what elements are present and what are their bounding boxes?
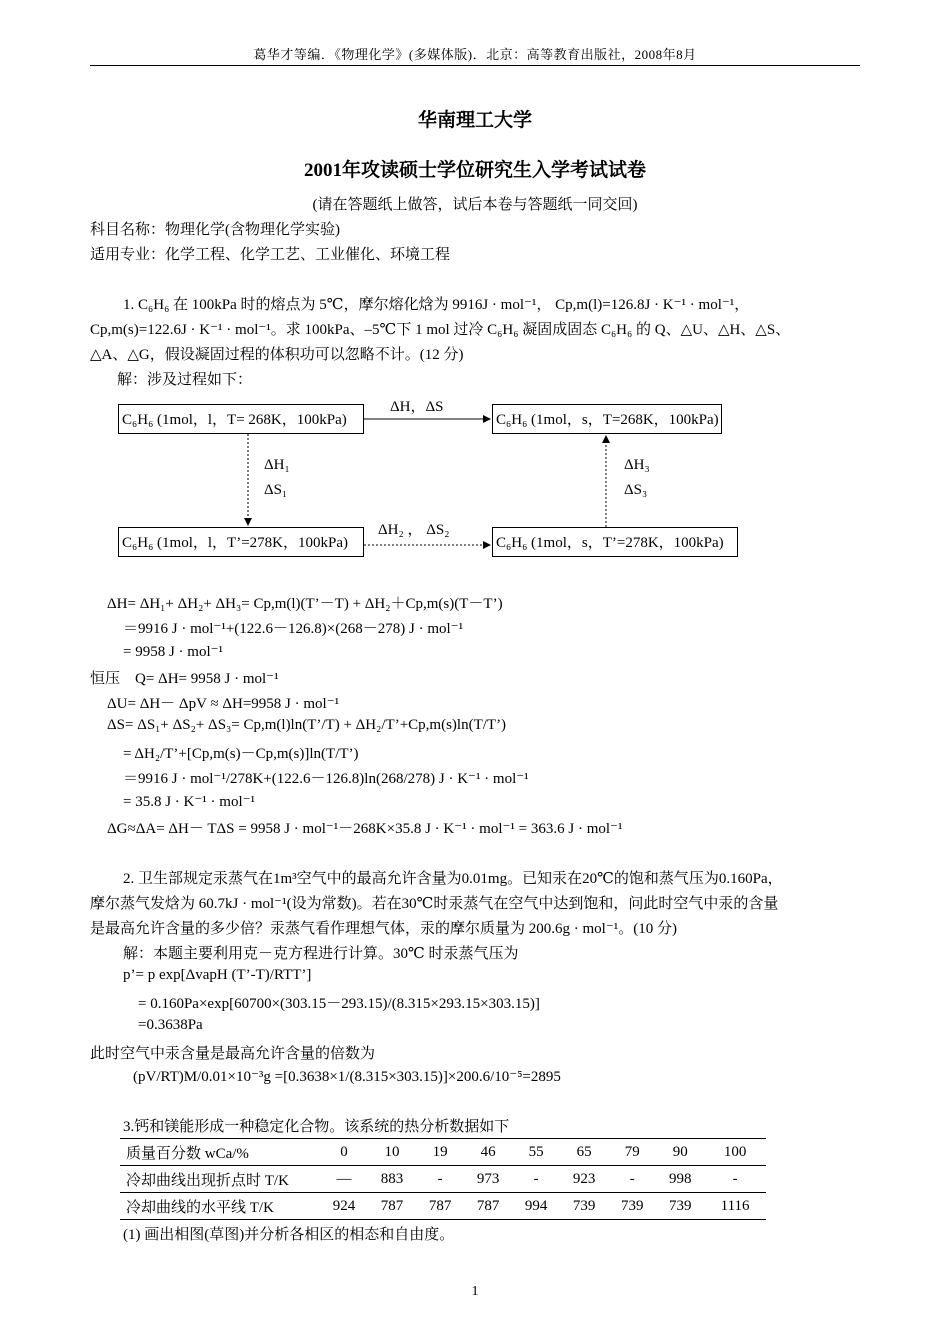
q2-solution-line: p’= p exp[ΔvapH (T’-T)/RTT’] [123,967,312,983]
table-cell: 739 [560,1193,608,1220]
table-cell: 787 [416,1193,464,1220]
q3-intro: 3.钙和镁能形成一种稳定化合物。该系统的热分析数据如下 [123,1119,510,1135]
q3-sub1: (1) 画出相图(草图)并分析各相区的相态和自由度。 [123,1227,455,1243]
table-cell: 65 [560,1139,608,1166]
table-cell: - [704,1166,766,1193]
right-arrow-label-s: ΔS₃ [624,482,648,498]
left-arrow-label-h: ΔH₁ [264,457,290,473]
q1-line3: △A、△G，假设凝固过程的体积功可以忽略不计。(12 分) [90,347,464,363]
top-arrow-label: ΔH，ΔS [390,399,444,415]
q1-solution-line: ＝9916 J · mol⁻¹+(122.6－126.8)×(268－278) J · mol⁻¹ [123,621,464,637]
table-cell: 998 [656,1166,704,1193]
q1-solution-line: = 9958 J · mol⁻¹ [123,644,224,660]
q1-line1: 1. C₆H₆ 在 100kPa 时的熔点为 5℃，摩尔熔化焓为 9916J · mol⁻¹， Cp,m(l)=126.8J · K⁻¹ · mol⁻¹， [123,297,750,313]
q2-solution-line: = 0.160Pa×exp[60700×(303.15－293.15)/(8.315×293.15×303.15)] [138,996,540,1012]
exam-note: (请在答题纸上做答，试后本卷与答题纸一同交回) [312,197,638,213]
table-cell: 1116 [704,1193,766,1220]
page-header: 葛华才等编．《物理化学》(多媒体版)．北京：高等教育出版社，2008年8月 [253,47,697,62]
left-arrow-label-s: ΔS₁ [264,482,288,498]
table-cell: 10 [368,1139,416,1166]
table-cell: 79 [608,1139,656,1166]
exam-title: 2001年攻读硕士学位研究生入学考试试卷 [303,160,646,181]
q2-solution-line: 解：本题主要利用克－克方程进行计算。30℃ 时汞蒸气压为 [123,946,519,962]
table-cell: 0 [320,1139,368,1166]
q1-solution-line: 恒压 Q= ΔH= 9958 J · mol⁻¹ [90,671,279,687]
table-cell: 739 [608,1193,656,1220]
table-cell: 90 [656,1139,704,1166]
q1-solution-line: ΔU= ΔH－ ΔpV ≈ ΔH=9958 J · mol⁻¹ [107,696,340,712]
q2-line1: 2. 卫生部规定汞蒸气在1m³空气中的最高允许含量为0.01mg。已知汞在20℃的饱和蒸气压为0.160Pa， [123,871,783,887]
table-cell: 787 [368,1193,416,1220]
q1-solution-line: ΔS= ΔS₁+ ΔS₂+ ΔS₃= Cp,m(l)ln(T’/T) + ΔH₂/T’+Cp,m(s)ln(T/T’) [107,717,507,733]
table-cell: 100 [704,1139,766,1166]
q1-solution-line: ＝9916 J · mol⁻¹/278K+(122.6－126.8)ln(268/278) J · K⁻¹ · mol⁻¹ [123,771,529,787]
table-cell: - [416,1166,464,1193]
table-cell: 923 [560,1166,608,1193]
q2-solution-line: =0.3638Pa [138,1017,203,1033]
q1-solution-intro: 解：涉及过程如下： [117,372,253,388]
row-label: 冷却曲线出现折点时 T/K [120,1166,320,1193]
table-cell: 55 [512,1139,560,1166]
q1-line2: Cp,m(s)=122.6J · K⁻¹ · mol⁻¹。求 100kPa、–5℃下 1 mol 过冷 C₆H₆ 凝固成固态 C₆H₆ 的 Q、△U、△H、△S、 [90,322,791,338]
table-cell: 739 [656,1193,704,1220]
table-row [120,1193,766,1220]
row-label: 质量百分数 wCa/% [120,1139,320,1166]
table-cell: - [608,1166,656,1193]
table-cell: 994 [512,1193,560,1220]
majors-line: 适用专业：化学工程、化学工艺、工业催化、环境工程 [90,247,451,263]
diagram-arrows [0,0,950,600]
table-cell: 19 [416,1139,464,1166]
subject-line: 科目名称：物理化学(含物理化学实验) [90,222,340,238]
table-row [120,1139,766,1166]
q1-solution-line: ΔG≈ΔA= ΔH－ TΔS = 9958 J · mol⁻¹－268K×35.8 J · K⁻¹ · mol⁻¹ = 363.6 J · mol⁻¹ [107,821,623,837]
table-cell: 883 [368,1166,416,1193]
table-row [120,1166,766,1193]
table-cell: 46 [464,1139,512,1166]
state-box-top-right: C₆H₆ (1mol，s，T=268K，100kPa) [492,404,722,434]
state-box-bottom-left: C₆H₆ (1mol，l，T’=278K，100kPa) [118,527,364,557]
table-cell: 973 [464,1166,512,1193]
q2-solution-line: (pV/RT)M/0.01×10⁻³g =[0.3638×1/(8.315×303.15)]×200.6/10⁻⁵=2895 [133,1069,561,1085]
q1-solution-line: = 35.8 J · K⁻¹ · mol⁻¹ [123,794,256,810]
table-cell: 787 [464,1193,512,1220]
thermal-analysis-table [120,1138,766,1220]
row-label: 冷却曲线的水平线 T/K [120,1193,320,1220]
table-cell: 924 [320,1193,368,1220]
q2-solution-line: 此时空气中汞含量是最高允许含量的倍数为 [90,1046,376,1062]
right-arrow-label-h: ΔH₃ [624,457,650,473]
q2-line2: 摩尔蒸气发焓为 60.7kJ · mol⁻¹(设为常数)。若在30℃时汞蒸气在空气中达到饱和，问此时空气中汞的含量 [90,896,779,912]
q2-line3: 是最高允许含量的多少倍？汞蒸气看作理想气体，汞的摩尔质量为 200.6g · mol⁻¹。(10 分) [90,921,677,937]
state-box-top-left: C₆H₆ (1mol，l，T= 268K，100kPa) [118,404,364,434]
bottom-arrow-label: ΔH₂ ， ΔS₂ [378,522,450,538]
table-cell: — [320,1166,368,1193]
state-box-bottom-right: C₆H₆ (1mol，s，T’=278K，100kPa) [492,527,738,557]
q1-solution-line: = ΔH₂/T’+[Cp,m(s)－Cp,m(s)]ln(T/T’) [123,746,359,762]
q1-solution-line: ΔH= ΔH₁+ ΔH₂+ ΔH₃= Cp,m(l)(T’－T) + ΔH₂＋Cp,m(s)(T－T’) [107,596,503,612]
page-number: 1 [471,1284,479,1299]
table-cell: - [512,1166,560,1193]
university-title: 华南理工大学 [417,110,532,131]
